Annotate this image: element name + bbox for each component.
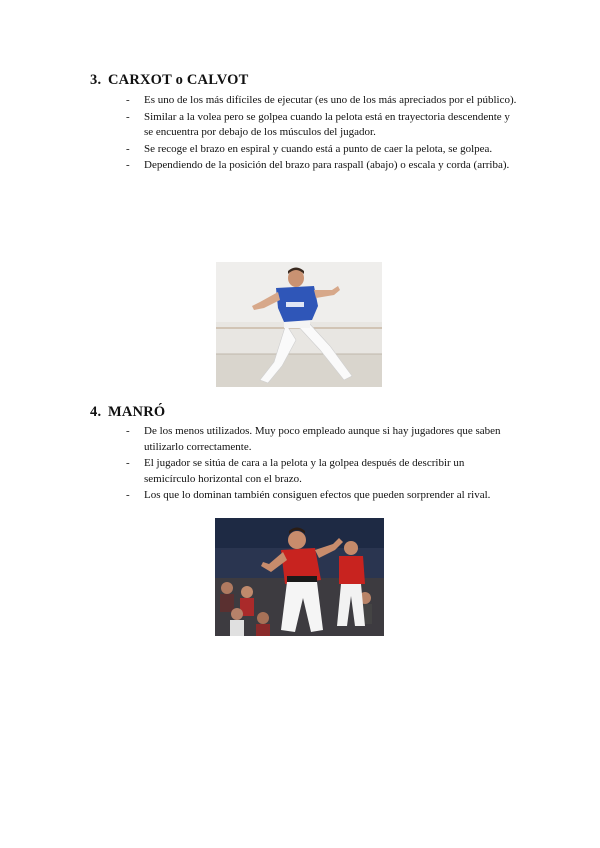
bullet-item: - El jugador se sitúa de cara a la pelota y la golpea después de describir un semicírculo horizontal con el brazo. xyxy=(126,456,518,487)
section-3-bullet-list xyxy=(126,93,518,175)
bullet-item: - Es uno de los más difíciles de ejecutar (es uno de los más apreciados por el público). xyxy=(126,93,518,109)
section-4-number: 4. xyxy=(90,404,102,420)
bullet-item: - Similar a la volea pero se golpea cuando la pelota está en trayectoria descendente y se encuentra por debajo de los músculos del jugador. xyxy=(126,110,518,141)
bullet-item: - Los que lo dominan también consiguen efectos que pueden sorprender al rival. xyxy=(126,488,518,504)
carxot-player-photo xyxy=(216,262,382,387)
carxot-player-illustration xyxy=(216,262,382,387)
bullet-item: - De los menos utilizados. Muy poco empleado aunque si hay jugadores que saben utilizarlo correctamente. xyxy=(126,424,518,455)
section-3-title xyxy=(90,72,249,89)
manro-player-illustration xyxy=(215,518,384,636)
bullet-item: - Dependiendo de la posición del brazo para raspall (abajo) o escala y corda (arriba). xyxy=(126,158,518,174)
manro-player-photo xyxy=(215,518,384,636)
bullet-item: - Se recoge el brazo en espiral y cuando está a punto de caer la pelota, se golpea. xyxy=(126,142,518,158)
section-3-heading: CARXOT o CALVOT xyxy=(108,72,249,88)
section-4-bullet-list xyxy=(126,424,518,505)
section-3-number: 3. xyxy=(90,72,102,88)
section-4-title xyxy=(90,404,165,421)
section-4-heading: MANRÓ xyxy=(108,404,166,420)
